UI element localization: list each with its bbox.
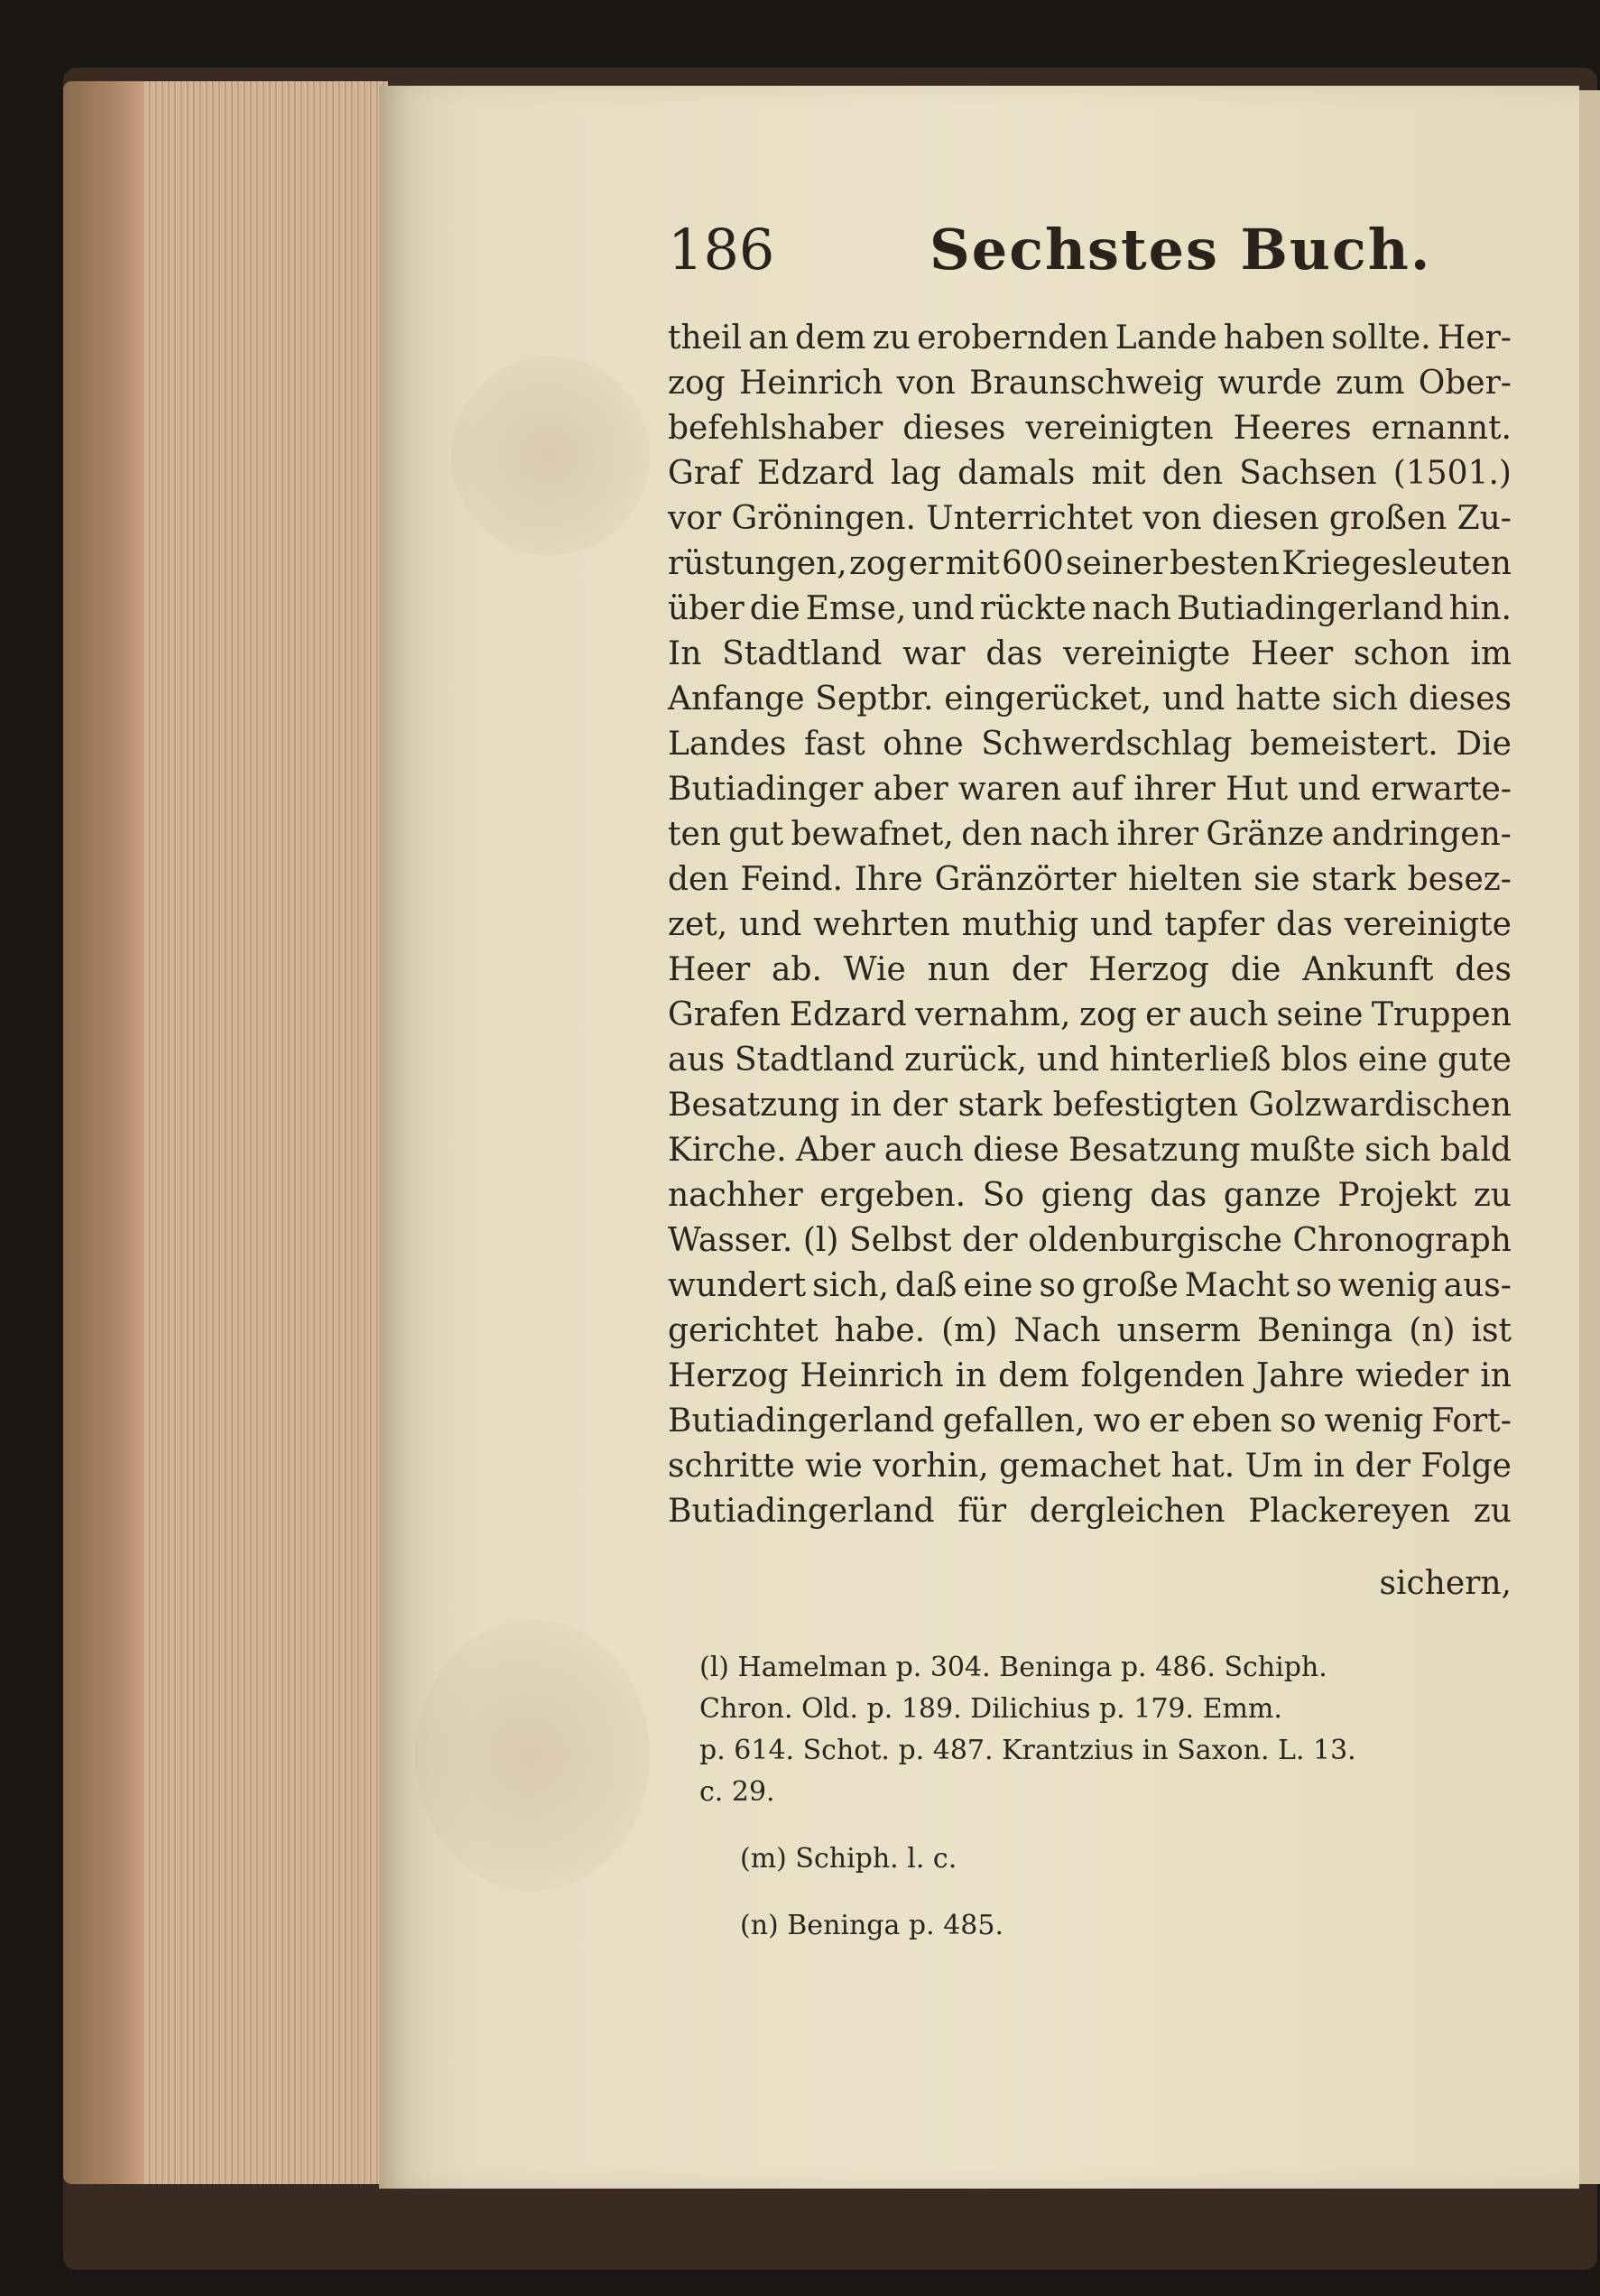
text-line: wundert sich, daß eine so große Macht so wenig aus- (668, 1267, 1512, 1304)
text-line: Heer ab. Wie nun der Herzog die Ankunft des (668, 951, 1512, 988)
footnote-m: (m) Schiph. l. c. (740, 1843, 957, 1875)
text-line: Butiadingerland für dergleichen Plackereyen zu (668, 1493, 1512, 1530)
text-line: rüstungen, zog er mit 600 seiner besten Kriegesleuten (668, 545, 1512, 582)
text-line: theil an dem zu erobernden Lande haben sollte. Her- (668, 319, 1512, 356)
cover-edge (63, 81, 144, 2184)
text-line: Herzog Heinrich in dem folgenden Jahre wieder in (668, 1357, 1512, 1394)
footnote-n: (n) Beninga p. 485. (740, 1910, 1004, 1941)
text-line: vor Gröningen. Unterrichtet von diesen großen Zu- (668, 500, 1512, 537)
footnote-l-line: c. 29. (699, 1776, 775, 1808)
text-line: zog Heinrich von Braunschweig wurde zum Ober- (668, 365, 1512, 402)
footnote-gap (740, 1813, 1512, 1838)
footnote-gap (740, 1880, 1512, 1905)
text-line: nachher ergeben. So gieng das ganze Projekt zu (668, 1177, 1512, 1214)
text-line: Wasser. (l) Selbst der oldenburgische Chronograph (668, 1222, 1512, 1259)
text-line: den Feind. Ihre Gränzörter hielten sie stark besez- (668, 861, 1512, 898)
running-title: Sechstes Buch. (929, 217, 1432, 282)
text-line: gerichtet habe. (m) Nach unserm Beninga (n) ist (668, 1312, 1512, 1349)
footnote-l-line: p. 614. Schot. p. 487. Krantzius in Saxon. L. 13. (699, 1735, 1356, 1766)
text-line: In Stadtland war das vereinigte Heer schon im (668, 635, 1512, 672)
text-line: über die Emse, und rückte nach Butiadingerland hin. (668, 590, 1512, 627)
text-line: Butiadinger aber waren auf ihrer Hut und erwarte- (668, 771, 1512, 808)
text-line: Anfange Septbr. eingerücket, und hatte sich dieses (668, 680, 1512, 718)
page-number: 186 (668, 217, 775, 282)
text-line: zet, und wehrten muthig und tapfer das vereinigte (668, 906, 1512, 943)
text-line: Besatzung in der stark befestigten Golzwardischen (668, 1087, 1512, 1124)
text-line: schritte wie vorhin, gemachet hat. Um in der Folge (668, 1448, 1512, 1485)
text-line: aus Stadtland zurück, und hinterließ blos eine gute (668, 1042, 1512, 1079)
body-text (668, 316, 1512, 1534)
footnote-l-line: Chron. Old. p. 189. Dilichius p. 179. Emm. (699, 1693, 1282, 1725)
catchword: sichern, (1379, 1565, 1512, 1602)
page-stain (451, 356, 650, 555)
text-line: Graf Edzard lag damals mit den Sachsen (1501.) (668, 455, 1512, 492)
footnote-l-line: (l) Hamelman p. 304. Beninga p. 486. Schiph. (699, 1652, 1327, 1683)
text-line: Kirche. Aber auch diese Besatzung mußte sich bald (668, 1132, 1512, 1169)
footnotes (699, 1647, 1512, 1947)
text-line: Grafen Edzard vernahm, zog er auch seine Truppen (668, 996, 1512, 1033)
page-stain (415, 1620, 650, 1891)
text-line: befehlshaber dieses vereinigten Heeres ernannt. (668, 410, 1512, 447)
text-line: Butiadingerland gefallen, wo er eben so wenig Fort- (668, 1403, 1512, 1440)
text-line: ten gut bewafnet, den nach ihrer Gränze andringen- (668, 816, 1512, 853)
text-line: Landes fast ohne Schwerdschlag bemeistert. Die (668, 726, 1512, 763)
page-header (668, 217, 1516, 289)
